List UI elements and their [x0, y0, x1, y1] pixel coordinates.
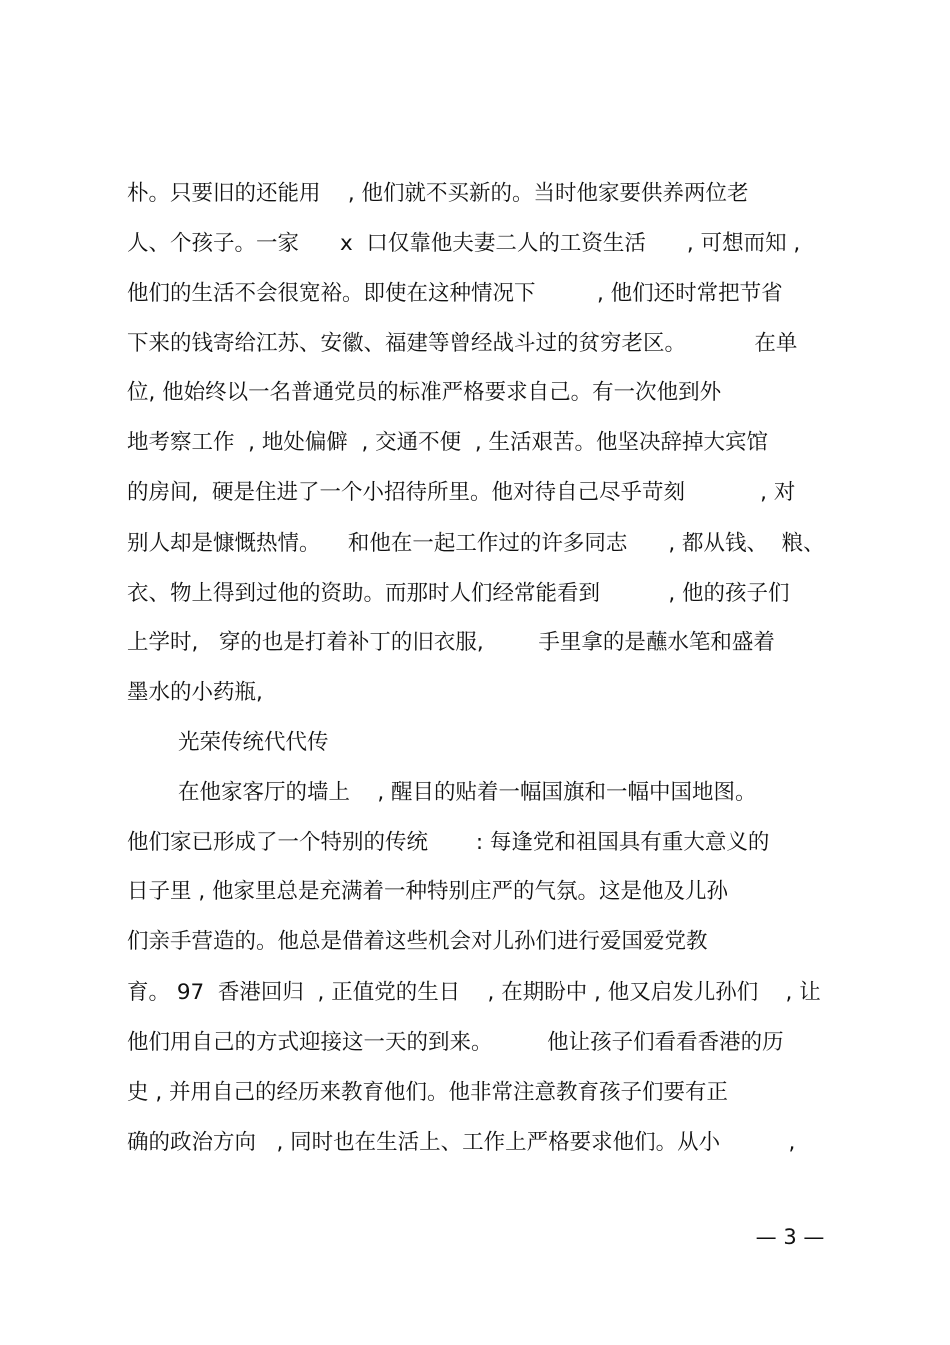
body-text-line: 确的政治方向 , 同时也在生活上、工作上严格要求他们。从小 ,: [127, 1130, 796, 1155]
body-text-line: 的房间, 硬是住进了一个小招待所里。他对待自己尽乎苛刻 , 对: [127, 480, 796, 505]
body-text-line: 育。 97 香港回归 , 正值党的生日 , 在期盼中 , 他又启发儿孙们 , 让: [127, 980, 821, 1005]
body-text-line: 他们的生活不会很宽裕。即使在这种情况下 , 他们还时常把节省: [127, 281, 783, 306]
section-heading: 光荣传统代代传: [178, 730, 329, 755]
page-number: — 3 —: [755, 1225, 825, 1249]
body-text-line: 朴。只要旧的还能用 , 他们就不买新的。当时他家要供养两位老: [127, 181, 749, 206]
body-text-line: 他们用自己的方式迎接这一天的到来。 他让孩子们看看香港的历: [127, 1030, 784, 1055]
body-text-line: 他们家已形成了一个特别的传统 : 每逢党和祖国具有重大意义的: [127, 830, 770, 855]
body-text-line: 墨水的小药瓶,: [127, 680, 263, 705]
body-text-line: 上学时, 穿的也是打着补丁的旧衣服, 手里拿的是蘸水笔和盛着: [127, 630, 775, 655]
body-text-line: 衣、物上得到过他的资助。而那时人们经常能看到 , 他的孩子们: [127, 581, 790, 606]
body-text-line: 日子里 , 他家里总是充满着一种特别庄严的气氛。这是他及儿孙: [127, 879, 729, 904]
body-text-line: 位, 他始终以一名普通党员的标准严格要求自己。有一次他到外: [127, 380, 722, 405]
body-text-line: 别人却是慷慨热情。 和他在一起工作过的许多同志 , 都从钱、 粮、: [127, 531, 825, 556]
body-text-line: 地考察工作 , 地处偏僻 , 交通不便 , 生活艰苦。他坚决辞掉大宾馆: [127, 430, 769, 455]
paragraph-first-line: 在他家客厅的墙上 , 醒目的贴着一幅国旗和一幅中国地图。: [178, 780, 757, 805]
body-text-line: 们亲手营造的。他总是借着这些机会对儿孙们进行爱国爱党教: [127, 929, 708, 954]
body-text-line: 人、个孩子。一家 x 口仅靠他夫妻二人的工资生活 , 可想而知 ,: [127, 231, 801, 256]
body-text-line: 史 , 并用自己的经历来教育他们。他非常注意教育孩子们要有正: [127, 1080, 729, 1105]
body-text-line: 下来的钱寄给江苏、安徽、福建等曾经战斗过的贫穷老区。 在单: [127, 331, 798, 356]
